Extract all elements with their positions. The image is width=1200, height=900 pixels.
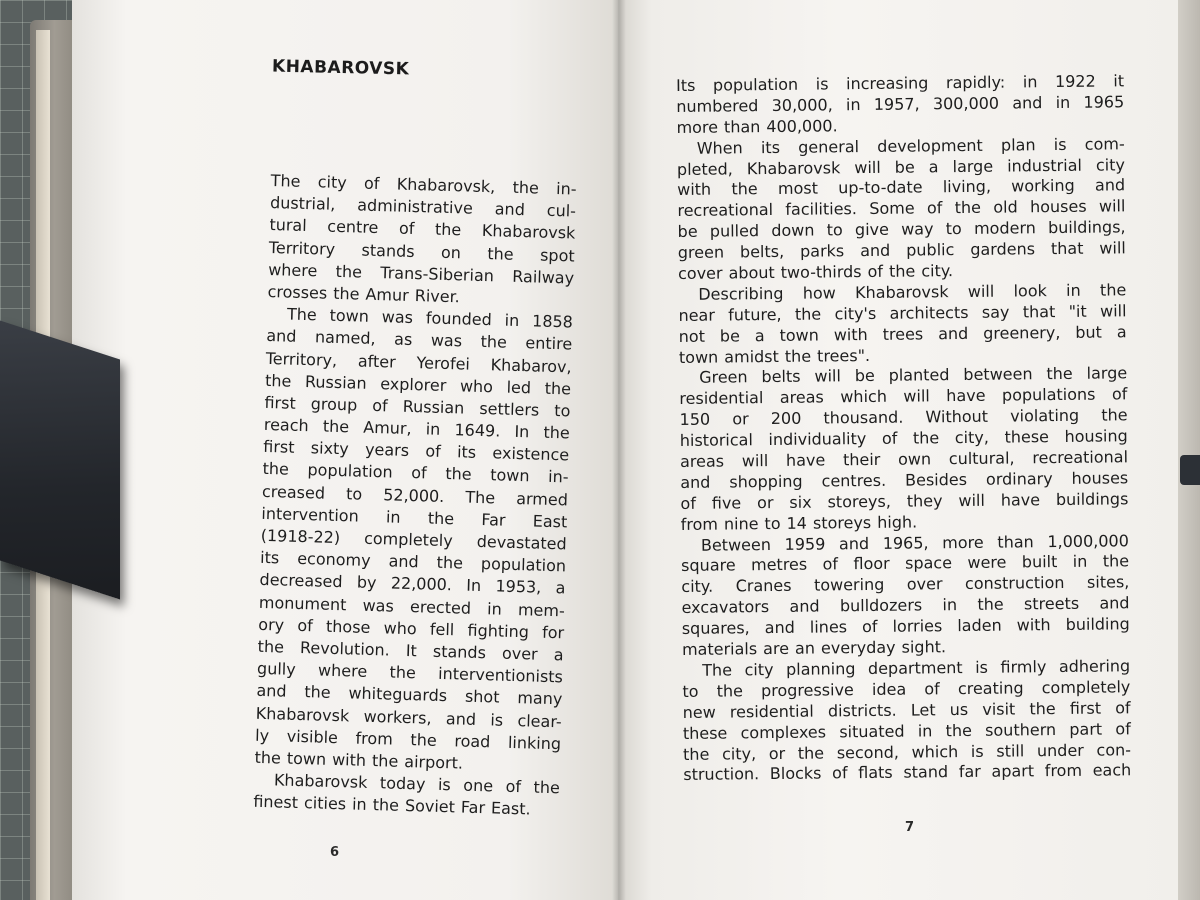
text-line: and the whiteguards shot many [256, 681, 563, 709]
book-gutter [612, 0, 626, 900]
text-line: excavators and bulldozers in the streets and [681, 593, 1130, 618]
text-line: ory of those who fell fighting for [258, 614, 565, 643]
text-line: struction. Blocks of flats stand far apart from each [683, 760, 1132, 785]
text-line: The town was founded in 1858 [286, 304, 574, 332]
text-line: dustrial, administrative and cul- [269, 193, 577, 221]
right-page-text [676, 71, 1131, 786]
text-line: first sixty years of its existence [263, 437, 570, 465]
text-line: 150 or 200 thousand. Without violating the [679, 405, 1128, 430]
text-line: first group of Russian settlers to [264, 392, 571, 421]
text-line: finest cities in the Soviet Far East. [253, 792, 531, 819]
text-line: ly visible from the road linking [254, 725, 562, 754]
text-line: tural centre of the Khabarovsk [269, 215, 576, 243]
text-line: crosses the Amur River. [267, 281, 461, 307]
text-line: areas will have their own cultural, recreational [679, 447, 1129, 472]
text-line: and shopping centres. Besides ordinary houses [680, 468, 1129, 492]
text-line: near future, the city's architects say that "it will [678, 301, 1127, 325]
text-line: where the Trans-Siberian Railway [267, 259, 575, 288]
text-line: When its general development plan is com- [696, 133, 1125, 158]
text-line: intervention in the Far East [261, 503, 568, 532]
page-heading: KHABAROVSK [271, 56, 410, 80]
text-line: square metres of floor space were built in the [681, 551, 1130, 576]
left-page-number: 6 [330, 845, 340, 860]
text-line: Khabarovsk workers, and is clear- [255, 703, 562, 731]
text-line: Between 1959 and 1965, more than 1,000,000 [700, 530, 1129, 555]
text-line: decreased by 22,000. In 1953, a [259, 570, 566, 598]
text-line: cover about two-thirds of the city. [677, 261, 954, 284]
text-line: pleted, Khabarovsk will be a large industrial city [676, 154, 1125, 179]
text-line: Its population is increasing rapidly: in 1922 it [676, 71, 1125, 95]
text-line: historical individuality of the city, these housing [679, 426, 1128, 451]
text-line: green belts, parks and public gardens that will [677, 238, 1126, 263]
text-line: residential areas which will have populations of [679, 384, 1128, 409]
text-line: Green belts will be planted between the large [699, 363, 1128, 388]
left-page-text [253, 170, 577, 822]
text-line: city. Cranes towering over construction sites, [681, 572, 1130, 597]
text-line: these complexes situated in the southern part of [682, 718, 1131, 743]
text-line: with the most up-to-date living, working and [677, 175, 1126, 200]
text-line: Territory stands on the spot [268, 237, 575, 266]
text-line: more than 400,000. [676, 116, 838, 137]
text-line: gully where the interventionists [256, 658, 564, 687]
text-line: not be a town with trees and greenery, but a [678, 321, 1127, 346]
text-line: and named, as was the entire [266, 326, 573, 354]
text-line: the Revolution. It stands over a [257, 636, 564, 665]
paperweight-object [0, 321, 120, 600]
text-line: monument was erected in mem- [258, 592, 566, 620]
text-line: squares, and lines of lorries laden with building [681, 614, 1130, 639]
text-line: (1918-22) completely devastated [260, 525, 567, 554]
text-line: new residential districts. Let us visit the first of [682, 697, 1131, 722]
text-line: Territory, after Yerofei Khabarov, [265, 348, 572, 376]
text-line: from nine to 14 storeys high. [680, 512, 918, 534]
text-line: The city planning department is firmly adhering [702, 656, 1131, 680]
text-line: recreational facilities. Some of the old houses will [677, 196, 1126, 221]
text-line: to the progressive idea of creating completely [682, 677, 1131, 701]
text-line: its economy and the population [259, 548, 567, 576]
text-line: The city of Khabarovsk, the in- [270, 170, 577, 199]
right-page-number: 7 [905, 820, 915, 835]
text-line: numbered 30,000, in 1957, 300,000 and in 1965 [676, 92, 1125, 116]
text-line: town amidst the trees". [678, 345, 871, 367]
text-line: the city, or the second, which is still under con- [683, 739, 1132, 764]
text-line: materials are an everyday sight. [681, 637, 947, 660]
text-line: be pulled down to give way to modern buildings, [677, 217, 1126, 242]
text-line: Describing how Khabarovsk will look in the [698, 280, 1127, 304]
text-line: reach the Amur, in 1649. In the [263, 414, 571, 443]
text-line: Khabarovsk today is one of the [273, 770, 561, 798]
text-line: the town with the airport. [254, 747, 464, 773]
text-line: the population of the town in- [262, 459, 569, 487]
text-line: creased to 52,000. The armed [261, 481, 569, 510]
text-line: the Russian explorer who led the [264, 370, 572, 399]
binder-clip [1180, 455, 1200, 485]
text-line: of five or six storeys, they will have buildings [680, 489, 1129, 513]
